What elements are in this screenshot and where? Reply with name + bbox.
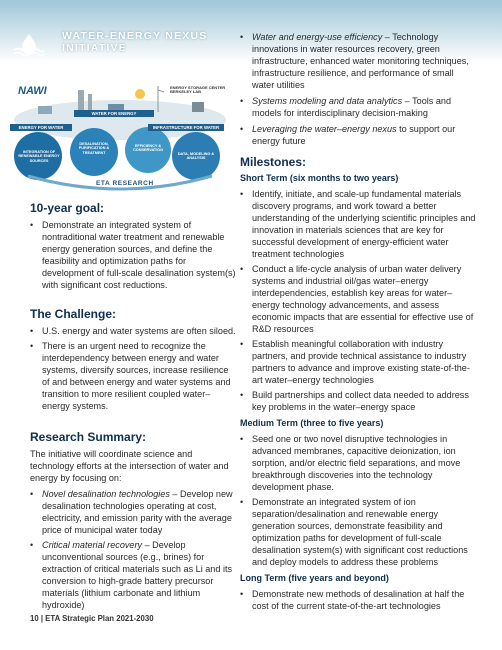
summary-text: – Tools and models for interdisciplinary decision-making [252,96,452,118]
water-for-energy-label: WATER FOR ENERGY [74,110,154,117]
goal-heading: 10-year goal: [30,201,105,215]
long-term-heading: Long Term (five years and beyond) [240,573,389,583]
summary-text: – Technology innovations in water resources recovery, green infrastructure, enhanced water monitoring techniques, infrastructure resilience, and performance of small water utilities [252,32,469,90]
short-term-item: • Build partnerships and collect data needed to address key problems in the water–energy space [240,389,476,413]
summary-section [30,430,238,611]
medium-term-heading: Medium Term (three to five years) [240,418,384,428]
desalination-label: DESALINATION, PURIFICATION & TREATMENT [78,142,110,155]
nawi-logo: NAWI [18,85,47,97]
goal-item: • Demonstrate an integrated system of nontraditional water treatment and renewable energy generation sources, and define the feasibility and optimization paths for development of full-scale desalination system(s) with significant cost reductions. [30,219,238,291]
efficiency-label: EFFICIENCY & CONSERVATION [133,144,163,153]
short-term-item: • Conduct a life-cycle analysis of urban water delivery systems and industrial oil/gas water–energy interdependencies, establish key areas for water–energy technology advancements, and assess economic impacts that are essential for effective use of R&D resources [240,263,476,335]
milestones-heading: Milestones: [240,155,307,169]
summary-item-desalination [30,488,238,536]
summary-text: – Develop unconventional sources (e.g., brines) for extraction of critical materials such as Li and its conversion to high-grade battery precursor materials (lithium carbonate and lithium hydroxide) [42,540,233,610]
summary-term: Critical material recovery [42,540,143,550]
short-term-item: • Identify, initiate, and scale-up fundamental materials discovery programs, and work toward a better understanding of the underlying scientific principles and innovation in materials sciences that are key for successful development of energy-efficient water treatment technologies [240,188,476,260]
challenge-item: • U.S. energy and water systems are often siloed. [30,325,238,337]
renewable-integration-label: INTEGRATION OF RENEWABLE ENERGY SOURCES [18,150,60,163]
short-term-heading: Short Term (six months to two years) [240,173,399,183]
challenge-heading: The Challenge: [30,307,117,321]
challenge-item: • There is an urgent need to recognize the interdependency between energy and water systems, diversify sources, increase resilience of and between energy and water systems and transition to more resilient coupled water–energy systems. [30,340,238,412]
medium-term-item: • Demonstrate an integrated system of ion separation/desalination and renewable energy generation sources, demonstrate feasibility and optimization paths for development of full-scale desalination system(s) with significant cost reductions and deploy models to address these problems [240,496,476,568]
long-term-item: • Demonstrate new methods of desalination at half the cost of the current state-of-the-art technologies [240,588,476,612]
eta-research-label: ETA RESEARCH [96,180,154,187]
short-term-item: • Establish meaningful collaboration with industry partners, and provide technical assistance to industry partners to advance and improve existing state-of-the-art water–energy technologies [240,338,476,386]
goal-section [30,201,238,291]
summary-term: Systems modeling and data analytics [252,96,403,106]
summary-item-nexus [240,123,476,147]
energy-for-water-label: ENERGY FOR WATER [10,124,72,131]
summary-item-materials [30,539,238,611]
summary-term: Water and energy-use efficiency [252,32,383,42]
summary-text: – Develop new desalination technologies operating at cost, electricity, and emission parity with the average price of municipal water today [42,489,233,535]
water-energy-infographic [8,80,232,198]
summary-text: to support our energy future [252,124,456,146]
summary-intro: The initiative will coordinate science and technology efforts at the intersection of water and energy by focusing on: [30,449,229,483]
milestones-section [240,155,476,612]
data-modeling-label: DATA, MODELING & ANALYSIS [177,152,215,161]
summary-term: Novel desalination technologies [42,489,170,499]
water-drop-icon [13,33,45,57]
summary-continued [240,31,476,147]
challenge-section [30,307,238,412]
medium-term-item: • Seed one or two novel disruptive technologies in advanced membranes, capacitive deionization, ion sorption, and/or electric field separations, and move breakthrough discoveries into the technology development phase. [240,433,476,493]
energy-storage-center-logo: ENERGY STORAGE CENTER BERKELEY LAB [170,85,226,95]
infrastructure-for-water-label: INFRASTRUCTURE FOR WATER [148,124,224,131]
summary-heading: Research Summary: [30,430,147,444]
summary-item-efficiency [240,31,476,91]
page-footer: 10 | ETA Strategic Plan 2021-2030 [30,614,154,623]
summary-term: Leveraging the water–energy nexus [252,124,397,134]
page-title: WATER-ENERGY NEXUS INITIATIVE [62,30,208,54]
summary-item-modeling [240,95,476,119]
